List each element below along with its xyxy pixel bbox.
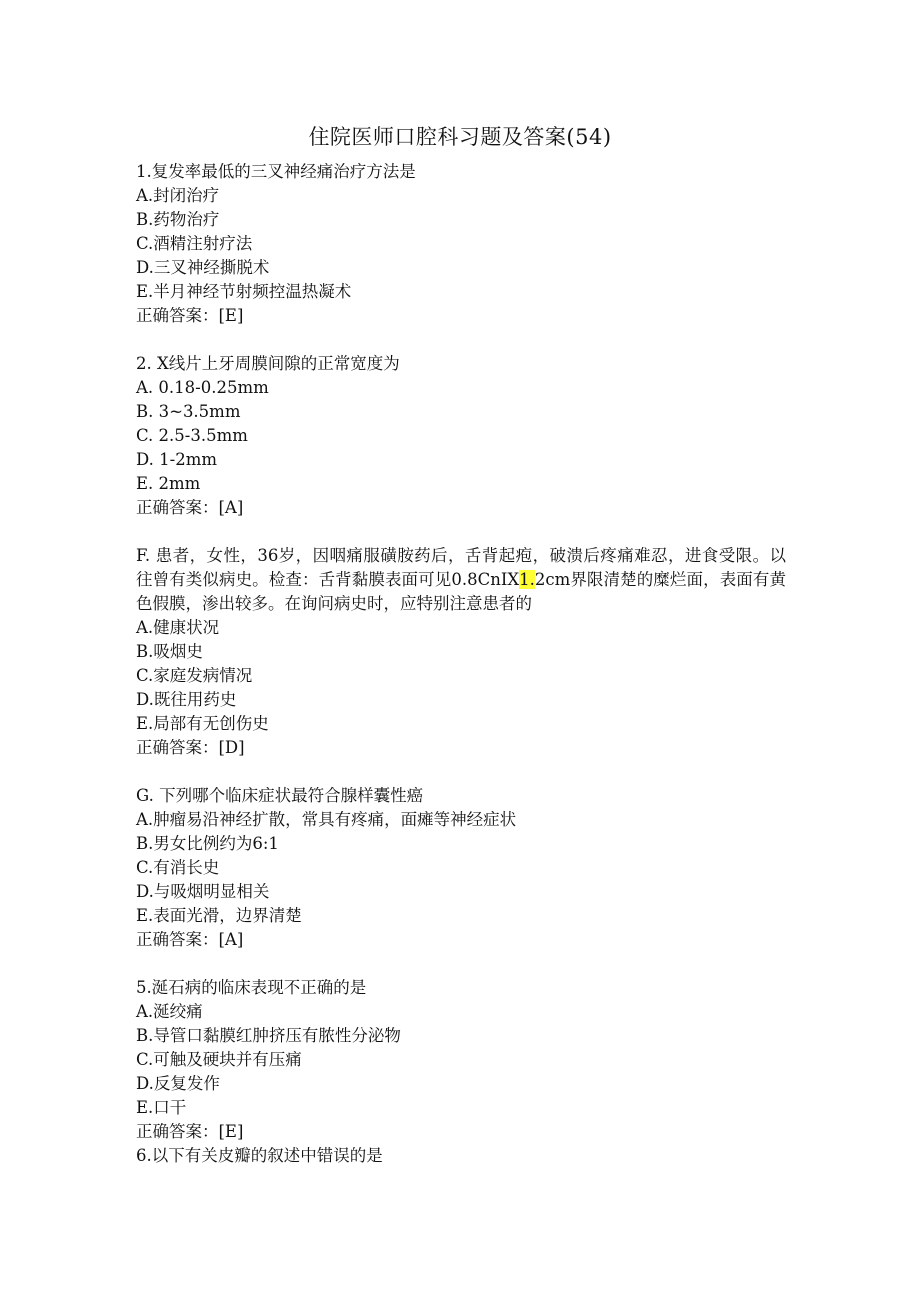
question-5-option-b: B.导管口黏膜红肿挤压有脓性分泌物: [136, 1026, 401, 1045]
question-5-answer: 正确答案：[E]: [136, 1122, 244, 1141]
question-2-option-c: C. 2.5-3.5mm: [136, 426, 248, 445]
question-5-stem: 5.涎石病的临床表现不正确的是: [136, 978, 367, 997]
question-5-option-d: D.反复发作: [136, 1074, 220, 1093]
question-1-option-c: C.酒精注射疗法: [136, 234, 253, 253]
question-1-option-e: E.半月神经节射频控温热凝术: [136, 282, 352, 301]
question-1-stem: 1.复发率最低的三叉神经痛治疗方法是: [136, 162, 416, 181]
question-4-option-e: E.表面光滑，边界清楚: [136, 906, 302, 925]
question-4-answer: 正确答案：[A]: [136, 930, 244, 949]
question-4-option-b: B.男女比例约为6:1: [136, 834, 279, 853]
question-5-option-e: E.口干: [136, 1098, 187, 1117]
document-body: [136, 160, 786, 1168]
question-4-option-c: C.有消长史: [136, 858, 220, 877]
question-2-option-d: D. 1-2mm: [136, 450, 217, 469]
question-3-option-a: A.健康状况: [136, 618, 220, 637]
question-2-stem: 2. X线片上牙周膜间隙的正常宽度为: [136, 354, 400, 373]
question-1-option-a: A.封闭治疗: [136, 186, 220, 205]
question-4-stem: G. 下列哪个临床症状最符合腺样囊性癌: [136, 786, 424, 805]
question-6-stem: 6.以下有关皮瓣的叙述中错误的是: [136, 1146, 383, 1165]
question-2-option-e: E. 2mm: [136, 474, 201, 493]
question-2-answer: 正确答案：[A]: [136, 498, 244, 517]
question-2-option-b: B. 3~3.5mm: [136, 402, 241, 421]
question-3-stem-part-1: F. 患者，女性，36岁，因咽痛服磺胺药后，舌背起疱，破溃后疼痛难忍，进食受限。以往曾有类似病史。检查：舌背黏膜表面可见0.8CnIX: [136, 546, 786, 589]
question-1-option-d: D.三叉神经撕脱术: [136, 258, 270, 277]
question-5-option-c: C.可触及硬块并有压痛: [136, 1050, 302, 1069]
question-1-option-b: B.药物治疗: [136, 210, 220, 229]
question-4-option-a: A.肿瘤易沿神经扩散，常具有疼痛，面瘫等神经症状: [136, 810, 517, 829]
question-3-answer: 正确答案：[D]: [136, 738, 245, 757]
question-1-answer: 正确答案：[E]: [136, 306, 244, 325]
question-5-option-a: A.涎绞痛: [136, 1002, 203, 1021]
question-2-option-a: A. 0.18-0.25mm: [136, 378, 269, 397]
question-3-option-c: C.家庭发病情况: [136, 666, 253, 685]
question-3-option-e: E.局部有无创伤史: [136, 714, 269, 733]
question-3-stem: [136, 544, 786, 616]
question-4-option-d: D.与吸烟明显相关: [136, 882, 270, 901]
document-title: 住院医师口腔科习题及答案(54): [308, 125, 612, 149]
question-3-option-b: B.吸烟史: [136, 642, 203, 661]
highlighted-text: 1.: [519, 570, 535, 589]
question-3-option-d: D.既往用药史: [136, 690, 237, 709]
question-3-stem-part-2: 2cm界限清楚的糜烂面，表面有黄色假膜，渗出较多。在询问病史时，应特别注意患者的: [136, 570, 786, 613]
